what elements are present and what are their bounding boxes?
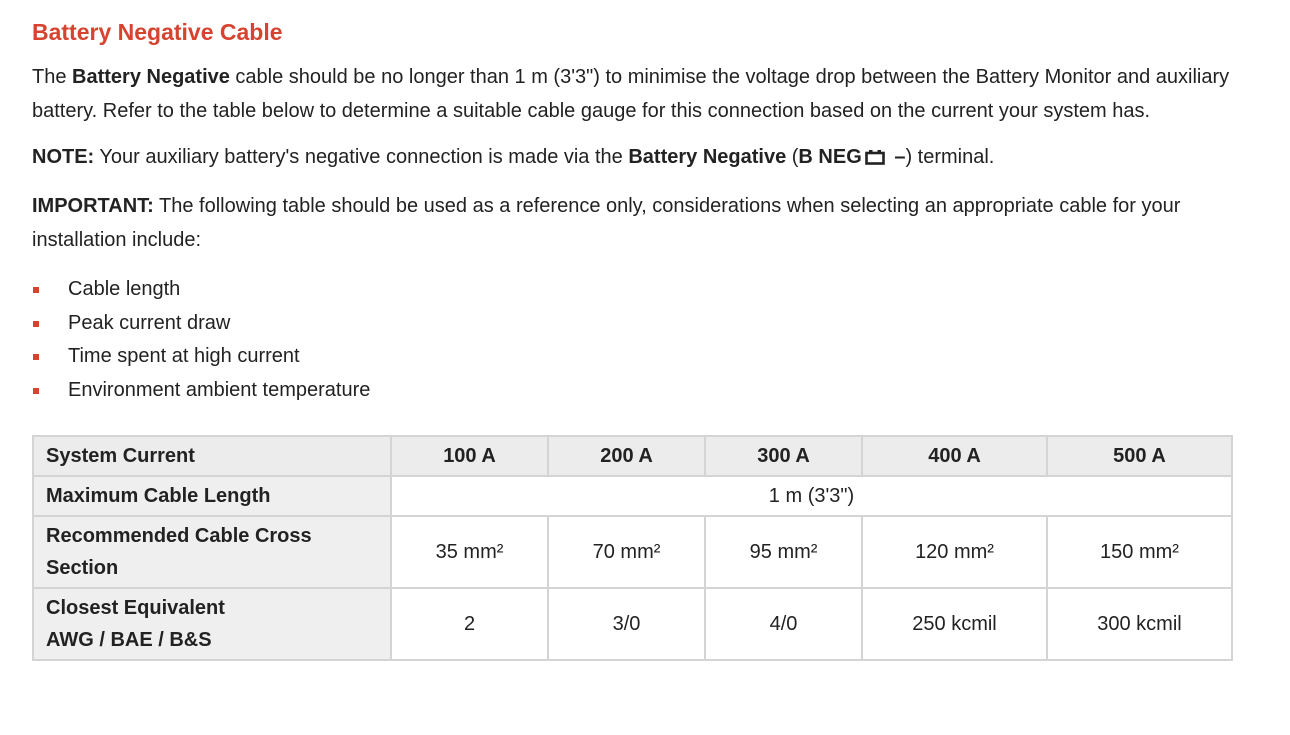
table-cell: 120 mm² [862, 516, 1047, 588]
table-cell: 300 kcmil [1047, 588, 1232, 660]
note-paragraph: NOTE: Your auxiliary battery's negative connection is made via the Battery Negative (B NEG –) terminal. [32, 140, 1232, 176]
important-paragraph: IMPORTANT: The following table should be used as a reference only, considerations when selecting an appropriate cable for your installation include: [32, 195, 1181, 251]
table-row [33, 476, 1232, 516]
table-cell: 250 kcmil [862, 588, 1047, 660]
intro-paragraph: The Battery Negative cable should be no longer than 1 m (3'3") to minimise the voltage drop between the Battery Monitor and auxiliary battery. Refer to the table below to determine a suitable cable gauge for this connection based on the current your system has. [32, 66, 1230, 122]
column-header: 500 A [1047, 436, 1232, 476]
table-cell: 3/0 [548, 588, 705, 660]
list-item: Cable length [32, 273, 1258, 307]
terminal-suffix: – [888, 146, 906, 168]
list-item: Time spent at high current [32, 340, 1258, 374]
header-system-current: System Current [33, 436, 391, 476]
column-header: 300 A [705, 436, 862, 476]
row-label-cross-section: Recommended Cable Cross Section [33, 516, 391, 588]
note-label: NOTE: [32, 146, 95, 168]
note-bold-term: Battery Negative [628, 146, 787, 168]
bullet-square-icon [33, 388, 39, 394]
column-header: 400 A [862, 436, 1047, 476]
list-item: Environment ambient temperature [32, 374, 1258, 408]
battery-icon [865, 142, 885, 176]
table-row [33, 588, 1232, 660]
table-cell: 35 mm² [391, 516, 548, 588]
intro-bold-term: Battery Negative [72, 66, 230, 88]
table-cell: 4/0 [705, 588, 862, 660]
list-item: Peak current draw [32, 307, 1258, 341]
table-header-row [33, 436, 1232, 476]
important-label: IMPORTANT: [32, 195, 154, 217]
row-label-awg: Closest Equivalent AWG / BAE / B&S [33, 588, 391, 660]
cable-spec-table [32, 435, 1233, 661]
section-title: Battery Negative Cable [32, 19, 283, 45]
max-length-value: 1 m (3'3") [391, 476, 1232, 516]
table-cell: 70 mm² [548, 516, 705, 588]
column-header: 200 A [548, 436, 705, 476]
table-cell: 2 [391, 588, 548, 660]
bullet-square-icon [33, 287, 39, 293]
bullet-square-icon [33, 321, 39, 327]
table-cell: 150 mm² [1047, 516, 1232, 588]
terminal-label: B NEG [798, 146, 862, 168]
table-cell: 95 mm² [705, 516, 862, 588]
bullet-square-icon [33, 354, 39, 360]
considerations-list [32, 273, 1258, 407]
column-header: 100 A [391, 436, 548, 476]
table-row [33, 516, 1232, 588]
row-label-max-length: Maximum Cable Length [33, 476, 391, 516]
